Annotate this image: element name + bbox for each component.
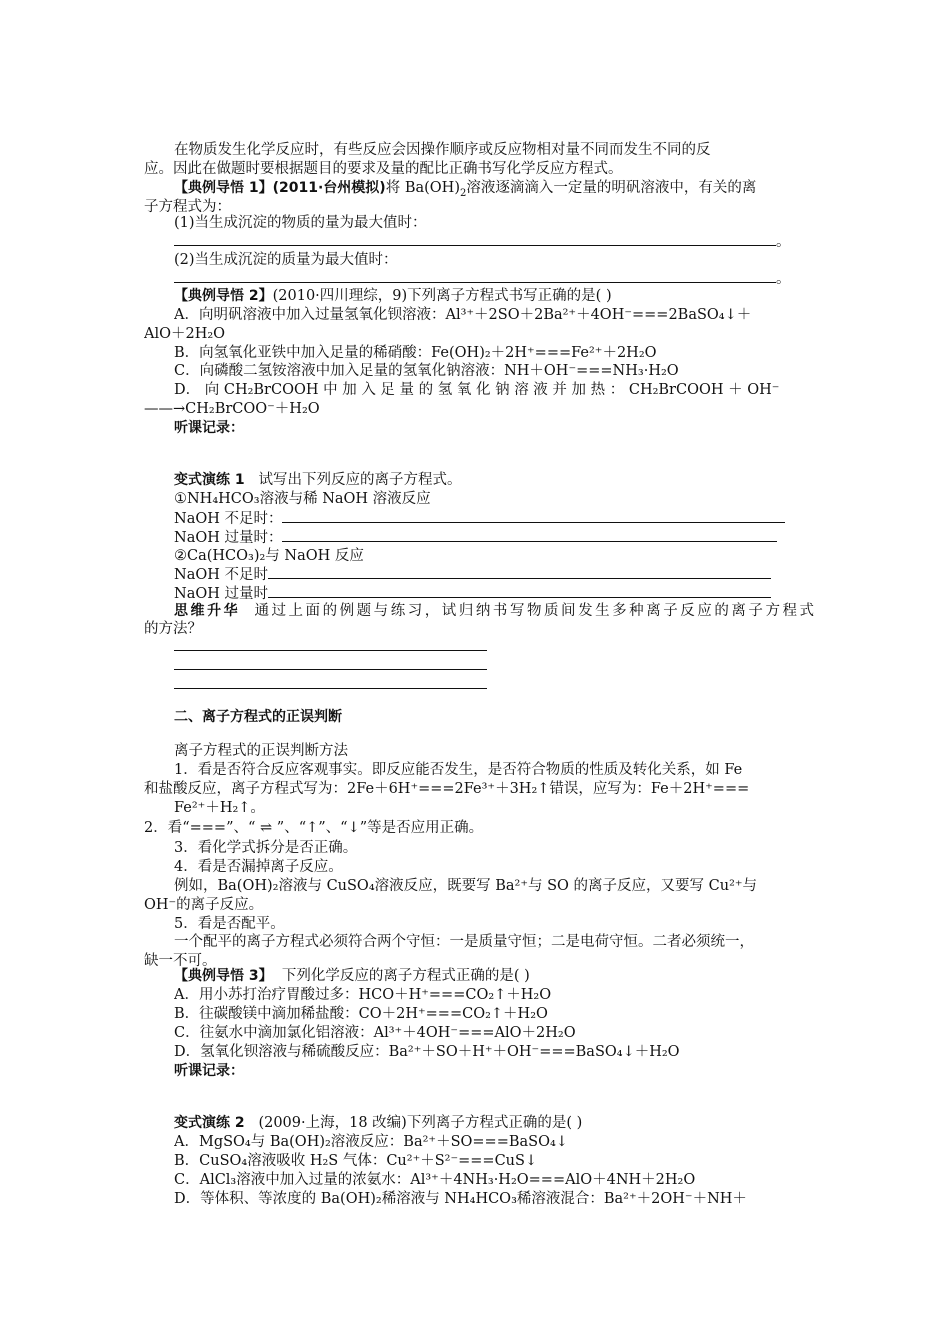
example-2-option-d: D． 向 CH₂BrCOOH 中 加 入 足 量 的 氢 氧 化 钠 溶 液 并 加 热 ： CH₂BrCOOH ＋ OH⁻ bbox=[174, 382, 780, 398]
answer-line bbox=[174, 650, 487, 651]
example-2-option-c: C．向磷酸二氢铵溶液中加入足量的氢氧化钠溶液：NH＋OH⁻===NH₃·H₂O bbox=[174, 363, 679, 379]
variation-2-option-d: D．等体积、等浓度的 Ba(OH)₂稀溶液与 NH₄HCO₃稀溶液混合：Ba²⁺＋2OH⁻＋NH＋ bbox=[174, 1191, 747, 1207]
example-3-question: 【典例导悟 3】 下列化学反应的离子方程式正确的是( ) bbox=[174, 968, 530, 984]
rule-1-line-2: 和盐酸反应，离子方程式写为：2Fe＋6H⁺===2Fe³⁺＋3H₂↑错误，应写为：Fe＋2H⁺=== bbox=[144, 781, 750, 797]
example-1-tag: 【典例导悟 1】 bbox=[174, 180, 273, 196]
variation-1-over-1: NaOH 过量时： bbox=[174, 527, 814, 547]
example-3-option-c: C．往氨水中滴加氯化铝溶液：Al³⁺＋4OH⁻===AlO＋2H₂O bbox=[174, 1025, 576, 1041]
rule-2: 2．看“===”、“ ⇌ ”、“↑”、“↓”等是否应用正确。 bbox=[144, 820, 484, 836]
example-2-option-d-cont: ——→CH₂BrCOO⁻＋H₂O bbox=[144, 401, 320, 417]
rule-5-detail-cont: 缺一不可。 bbox=[144, 953, 217, 969]
example-1-part-2: (2)当生成沉淀的质量为最大值时： bbox=[174, 252, 398, 268]
variation-1-item-2: ②Ca(HCO₃)₂与 NaOH 反应 bbox=[174, 548, 364, 564]
rule-4-example: 例如，Ba(OH)₂溶液与 CuSO₄溶液反应，既要写 Ba²⁺与 SO 的离子反应，又要写 Cu²⁺与 bbox=[174, 878, 758, 894]
think-upgrade-tag: 思维升华 bbox=[174, 603, 241, 619]
variation-2-tag: 变式演练 2 bbox=[174, 1115, 245, 1131]
variation-1-lack-2: NaOH 不足时 bbox=[174, 564, 814, 584]
answer-blank-1: 。 bbox=[174, 231, 814, 251]
example-3-option-b: B．往碳酸镁中滴加稀盐酸：CO＋2H⁺===CO₂↑＋H₂O bbox=[174, 1006, 548, 1022]
example-2-option-a: A．向明矾溶液中加入过量氢氧化钡溶液：Al³⁺＋2SO＋2Ba²⁺＋4OH⁻===2BaSO₄↓＋ bbox=[174, 307, 752, 323]
variation-2-option-c: C．AlCl₃溶液中加入过量的浓氨水：Al³⁺＋4NH₃·H₂O===AlO＋4NH＋2H₂O bbox=[174, 1172, 696, 1188]
example-1-source: (2011·台州模拟) bbox=[272, 180, 386, 196]
rule-4-example-cont: OH⁻的离子反应。 bbox=[144, 897, 264, 913]
example-2-tag: 【典例导悟 2】 bbox=[174, 288, 273, 304]
example-2-option-a-cont: AlO＋2H₂O bbox=[144, 326, 226, 342]
class-notes-label-1: 听课记录： bbox=[174, 420, 244, 436]
rule-3: 3．看化学式拆分是否正确。 bbox=[174, 840, 358, 856]
answer-line bbox=[174, 688, 487, 689]
section-2-title: 二、离子方程式的正误判断 bbox=[174, 709, 342, 725]
answer-line bbox=[174, 669, 487, 670]
variation-1-tag: 变式演练 1 bbox=[174, 472, 245, 488]
think-upgrade-line-2: 的方法？ bbox=[144, 621, 202, 637]
variation-1-question: 变式演练 1 试写出下列反应的离子方程式。 bbox=[174, 472, 462, 488]
example-1-question: 【典例导悟 1】(2011·台州模拟)将 $Ba(OH)_2$溶液逐滴滴入一定量的明矾溶液中，有关的离 bbox=[174, 180, 757, 198]
variation-2-question: 变式演练 2 (2009·上海，18 改编)下列离子方程式正确的是( ) bbox=[174, 1115, 583, 1131]
variation-1-item-1: ①NH₄HCO₃溶液与稀 NaOH 溶液反应 bbox=[174, 491, 431, 507]
example-2-question: 【典例导悟 2】(2010·四川理综，9)下列离子方程式书写正确的是( ) bbox=[174, 288, 612, 304]
example-3-option-d: D．氢氧化钡溶液与稀硫酸反应：Ba²⁺＋SO＋H⁺＋OH⁻===BaSO₄↓＋H₂O bbox=[174, 1044, 680, 1060]
think-upgrade-line-1: 思维升华 通过上面的例题与练习，试归纳书写物质间发生多种离子反应的离子方程式 bbox=[174, 603, 814, 619]
example-3-option-a: A．用小苏打治疗胃酸过多：HCO＋H⁺===CO₂↑＋H₂O bbox=[174, 987, 552, 1003]
variation-2-option-b: B．CuSO₄溶液吸收 H₂S 气体：Cu²⁺＋S²⁻===CuS↓ bbox=[174, 1153, 538, 1169]
intro-line-2: 应。因此在做题时要根据题目的要求及量的配比正确书写化学反应方程式。 bbox=[144, 161, 623, 177]
variation-1-over-2: NaOH 过量时 bbox=[174, 583, 814, 603]
example-3-tag: 【典例导悟 3】 bbox=[174, 968, 273, 984]
variation-1-lack-1: NaOH 不足时： bbox=[174, 508, 814, 528]
rule-1-line-3: Fe²⁺＋H₂↑。 bbox=[174, 800, 265, 816]
class-notes-label-2: 听课记录： bbox=[174, 1063, 244, 1079]
rule-1-line-1: 1．看是否符合反应客观事实。即反应能否发生，是否符合物质的性质及转化关系，如 Fe bbox=[174, 762, 743, 778]
rule-5: 5．看是否配平。 bbox=[174, 916, 285, 932]
variation-2-option-a: A．MgSO₄与 Ba(OH)₂溶液反应：Ba²⁺＋SO===BaSO₄↓ bbox=[174, 1134, 568, 1150]
example-1-part-1: (1)当生成沉淀的物质的量为最大值时： bbox=[174, 215, 427, 231]
section-2-method: 离子方程式的正误判断方法 bbox=[174, 743, 348, 759]
rule-4: 4．看是否漏掉离子反应。 bbox=[174, 859, 343, 875]
intro-line-1: 在物质发生化学反应时，有些反应会因操作顺序或反应物相对量不同而发生不同的反 bbox=[174, 142, 711, 158]
example-1-question-cont: 子方程式为： bbox=[144, 199, 231, 215]
example-2-option-b: B．向氢氧化亚铁中加入足量的稀硝酸：Fe(OH)₂＋2H⁺===Fe²⁺＋2H₂O bbox=[174, 345, 657, 361]
rule-5-detail: 一个配平的离子方程式必须符合两个守恒：一是质量守恒；二是电荷守恒。二者必须统一， bbox=[174, 934, 754, 950]
answer-blank-2: 。 bbox=[174, 268, 814, 288]
